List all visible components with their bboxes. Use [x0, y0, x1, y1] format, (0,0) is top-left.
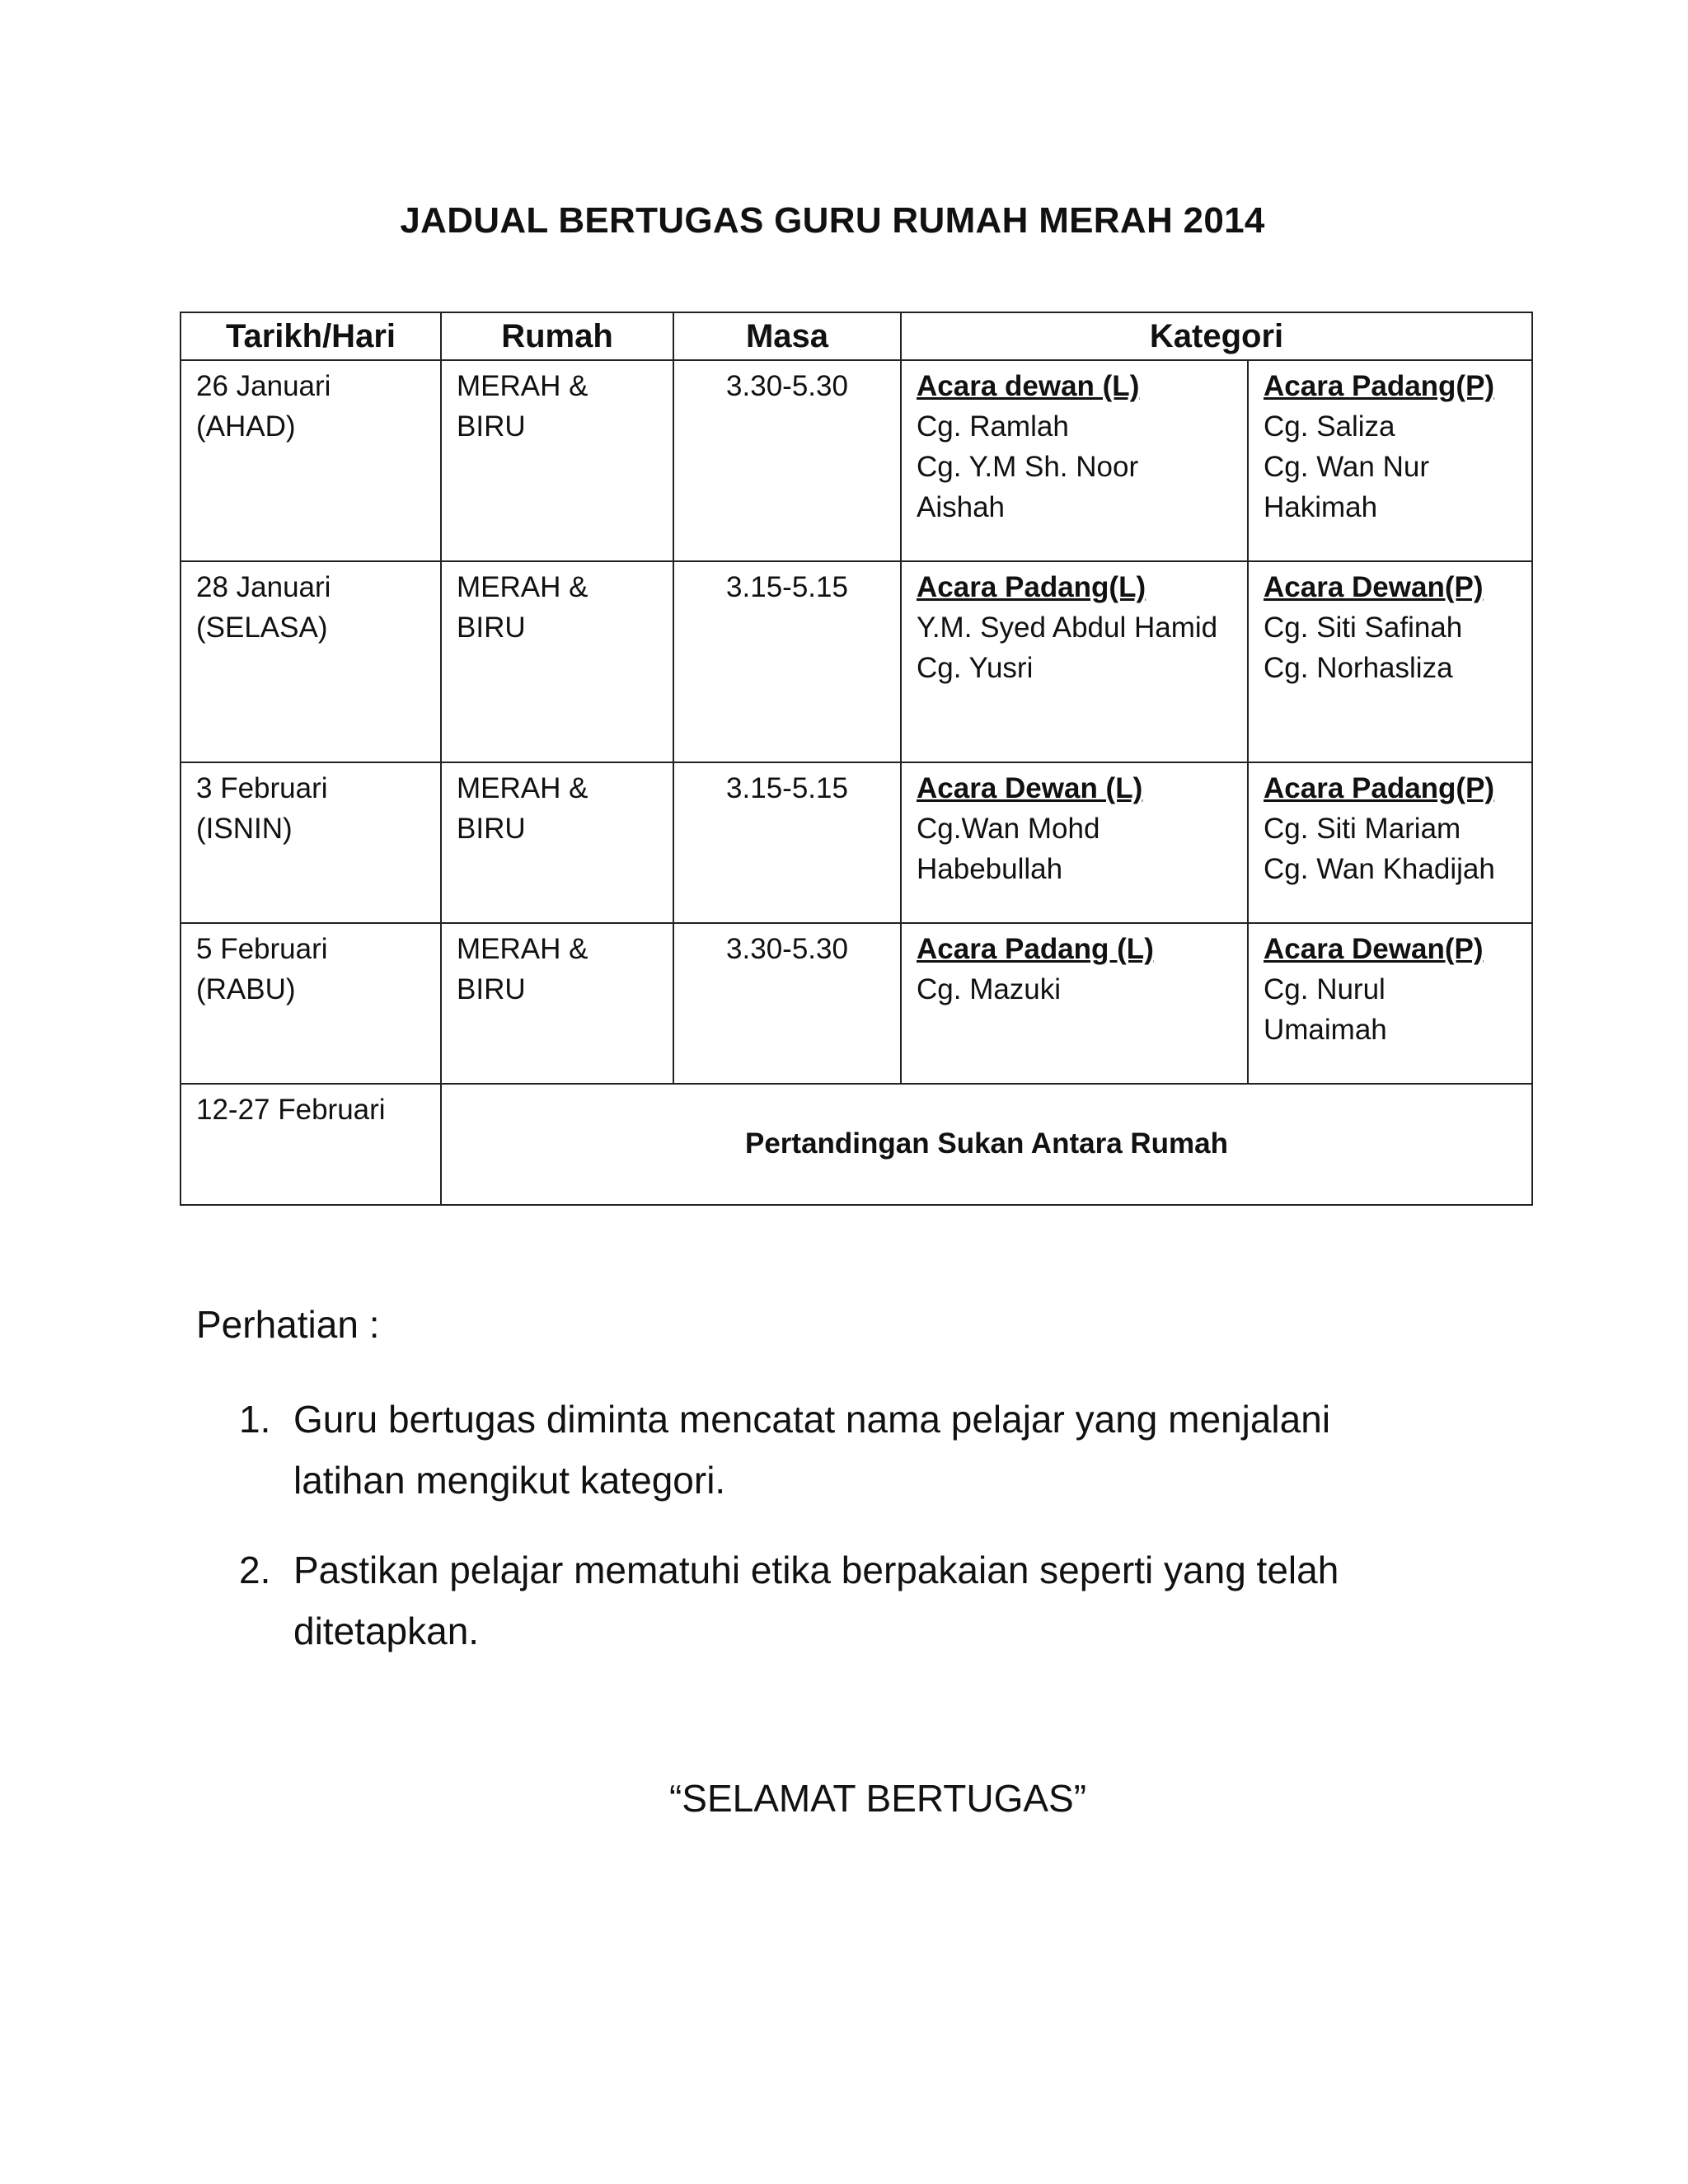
list-item [239, 1540, 1434, 1661]
table-row [181, 561, 1532, 762]
teacher-name: Y.M. Syed Abdul Hamid [917, 612, 1218, 644]
date-text: 26 Januari [196, 370, 331, 402]
date-text: 12-27 Februari [196, 1094, 386, 1126]
time-cell [673, 762, 901, 923]
closing-greeting: “SELAMAT BERTUGAS” [668, 1777, 1087, 1820]
category-heading: Acara Padang(P) [1264, 772, 1495, 804]
teacher-name: Cg. Siti Safinah [1264, 612, 1463, 644]
table-row [181, 923, 1532, 1084]
teacher-name: Hakimah [1264, 491, 1378, 523]
date-cell [181, 762, 441, 923]
category-heading: Acara Padang(P) [1264, 370, 1495, 402]
category-men-cell [901, 762, 1248, 923]
duty-schedule-table [180, 312, 1533, 1206]
list-item [239, 1389, 1434, 1511]
teacher-name: Umaimah [1264, 1014, 1387, 1046]
teacher-name: Cg. Siti Mariam [1264, 813, 1461, 845]
note-line: latihan mengikut kategori. [293, 1459, 726, 1502]
header-date: Tarikh/Hari [181, 312, 441, 360]
date-text: 28 Januari [196, 571, 331, 603]
header-category: Kategori [901, 312, 1532, 360]
house-cell [441, 762, 673, 923]
date-cell [181, 923, 441, 1084]
list-number: 1. [239, 1398, 271, 1441]
document-title: JADUAL BERTUGAS GURU RUMAH MERAH 2014 [400, 200, 1265, 241]
time-cell [673, 923, 901, 1084]
list-number: 2. [239, 1549, 271, 1591]
event-text: Pertandingan Sukan Antara Rumah [744, 1127, 1229, 1160]
teacher-name: Cg. Wan Khadijah [1264, 853, 1495, 885]
time-text: 3.15-5.15 [726, 571, 848, 603]
teacher-name: Cg. Nurul [1264, 973, 1386, 1005]
teacher-name: Cg. Mazuki [917, 973, 1062, 1005]
house-text: MERAH & [457, 933, 588, 965]
note-line: ditetapkan. [293, 1610, 480, 1652]
category-women-cell [1248, 561, 1532, 762]
house-text: MERAH & [457, 772, 588, 804]
table-header-row [181, 312, 1532, 360]
date-text: 3 Februari [196, 772, 328, 804]
day-text: (RABU) [196, 973, 296, 1005]
category-heading: Acara Padang (L) [917, 933, 1154, 965]
day-text: (ISNIN) [196, 813, 293, 845]
time-cell [673, 360, 901, 561]
house-text: BIRU [457, 973, 526, 1005]
header-house: Rumah [441, 312, 673, 360]
date-cell [181, 360, 441, 561]
teacher-name: Aishah [917, 491, 1006, 523]
category-heading: Acara Dewan(P) [1264, 933, 1484, 965]
teacher-name: Cg. Yusri [917, 652, 1034, 684]
table-row [181, 360, 1532, 561]
teacher-name: Cg.Wan Mohd [917, 813, 1100, 845]
category-men-cell [901, 923, 1248, 1084]
teacher-name: Cg. Wan Nur [1264, 451, 1429, 483]
house-text: BIRU [457, 612, 526, 644]
notice-heading: Perhatian : [196, 1303, 380, 1346]
date-cell [181, 561, 441, 762]
note-line: Pastikan pelajar mematuhi etika berpakaian seperti yang telah [293, 1549, 1339, 1591]
day-text: (AHAD) [196, 410, 296, 443]
note-line: Guru bertugas diminta mencatat nama pelajar yang menjalani [293, 1398, 1331, 1441]
time-text: 3.30-5.30 [726, 933, 848, 965]
house-cell [441, 923, 673, 1084]
category-men-cell [901, 561, 1248, 762]
table-row-sports-event [181, 1084, 1532, 1205]
category-women-cell [1248, 762, 1532, 923]
teacher-name: Cg. Saliza [1264, 410, 1395, 443]
date-text: 5 Februari [196, 933, 328, 965]
event-cell [441, 1084, 1532, 1205]
house-text: BIRU [457, 410, 526, 443]
time-text: 3.30-5.30 [726, 370, 848, 402]
teacher-name: Cg. Norhasliza [1264, 652, 1453, 684]
category-heading: Acara dewan (L) [917, 370, 1140, 402]
house-text: MERAH & [457, 370, 588, 402]
category-women-cell [1248, 360, 1532, 561]
date-cell [181, 1084, 441, 1205]
teacher-name: Habebullah [917, 853, 1063, 885]
category-heading: Acara Dewan (L) [917, 772, 1143, 804]
category-heading: Acara Dewan(P) [1264, 571, 1484, 603]
notice-list [239, 1389, 1434, 1690]
house-text: BIRU [457, 813, 526, 845]
table-row [181, 762, 1532, 923]
teacher-name: Cg. Y.M Sh. Noor [917, 451, 1139, 483]
time-text: 3.15-5.15 [726, 772, 848, 804]
category-women-cell [1248, 923, 1532, 1084]
house-cell [441, 360, 673, 561]
house-text: MERAH & [457, 571, 588, 603]
house-cell [441, 561, 673, 762]
category-heading: Acara Padang(L) [917, 571, 1146, 603]
header-time: Masa [673, 312, 901, 360]
day-text: (SELASA) [196, 612, 328, 644]
time-cell [673, 561, 901, 762]
category-men-cell [901, 360, 1248, 561]
teacher-name: Cg. Ramlah [917, 410, 1069, 443]
